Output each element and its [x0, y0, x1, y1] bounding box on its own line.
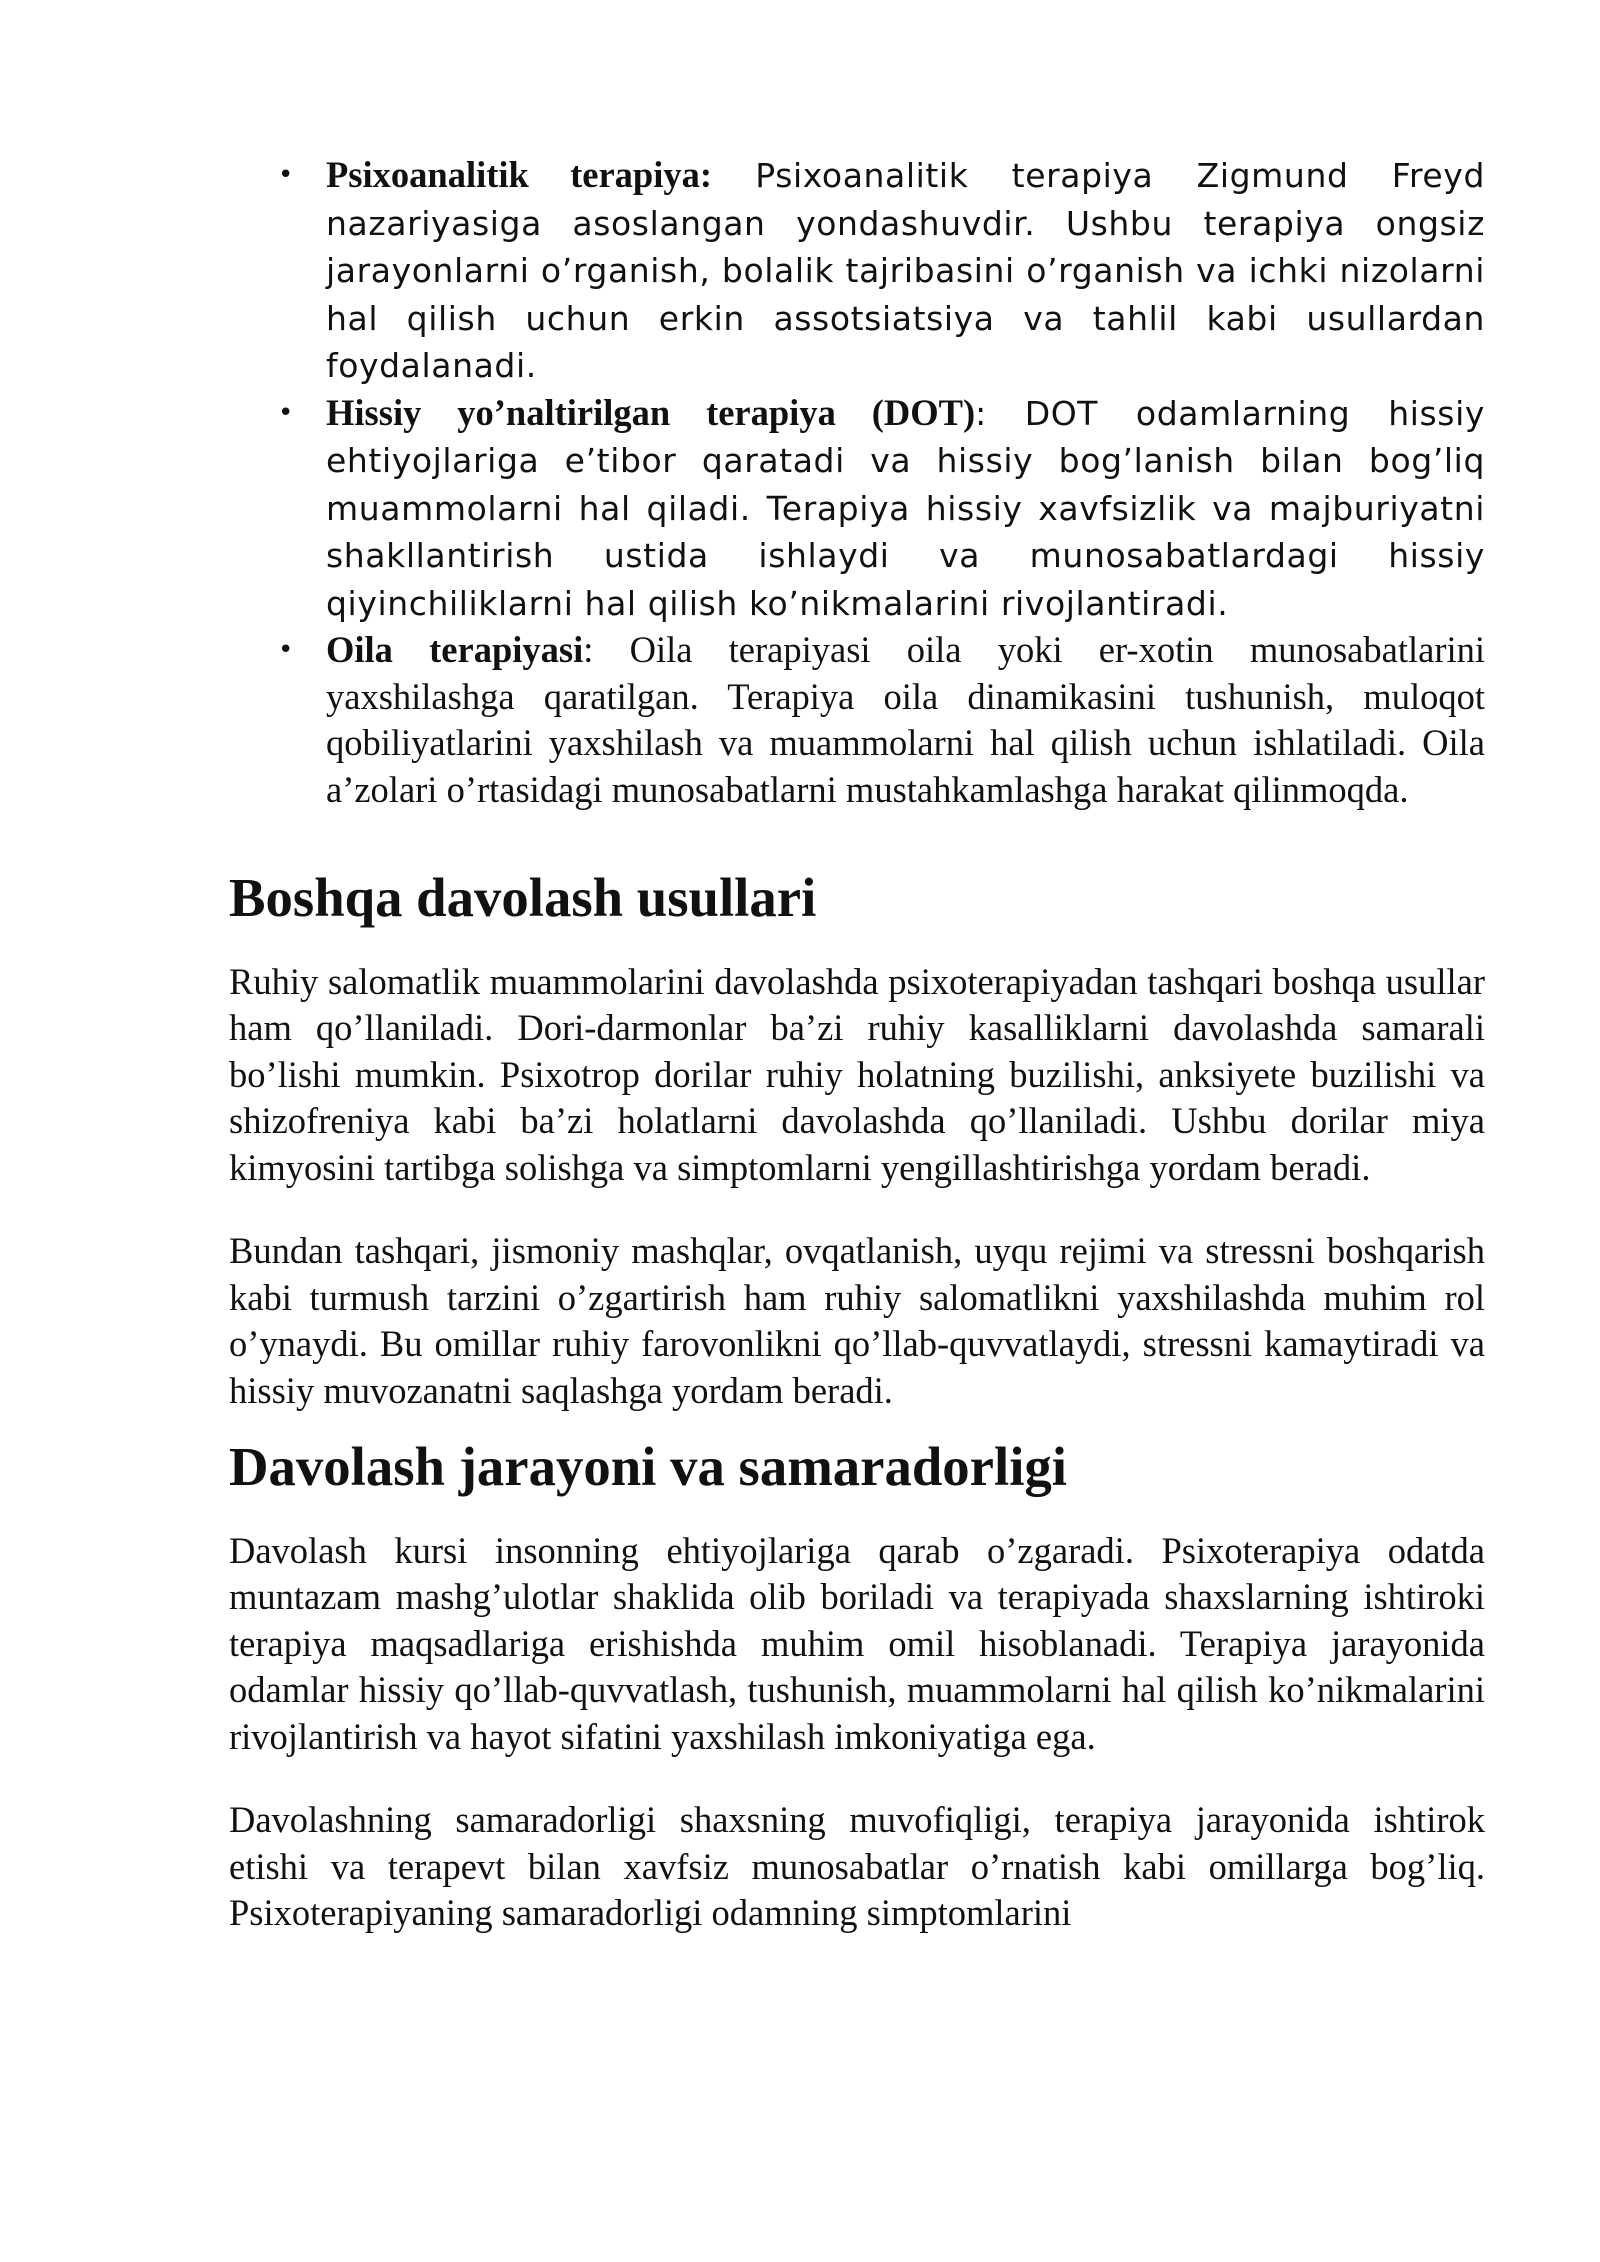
list-item-text: Oila terapiyasi oila yoki er-xotin munosabatlarini yaxshilashga qaratilgan. Terapiya oila dinamikasini tushunish, muloqot qobiliyatlarini yaxshilash va muammolarni hal qilish uchun ishlatiladi. Oila a’zolari o’rtasidagi munosabatlarni mustahkamlashga harakat qilinmoqda. — [326, 629, 1485, 810]
bullet-icon: • — [278, 160, 294, 190]
list-item-title: Hissiy yo’naltirilgan terapiya (DOT) — [326, 391, 976, 433]
therapy-list — [229, 152, 1485, 813]
bullet-icon: • — [278, 397, 294, 428]
paragraph: Davolash kursi insonning ehtiyojlariga qarab o’zgaradi. Psixoterapiya odatda muntazam mashg’ulotlar shaklida olib boriladi va terapiyada shaxslarning ishtiroki terapiya maqsadlariga erishishda muhim omil hisoblanadi. Terapiya jarayonida odamlar hissiy qo’llab-quvvatlash, tushunish, muammolarni hal qilish ko’nikmalarini rivojlantirish va hayot sifatini yaxshilash imkoniyatiga ega. — [229, 1529, 1485, 1757]
list-item-separator: : — [583, 629, 594, 670]
paragraph: Davolashning samaradorligi shaxsning muvofiqligi, terapiya jarayonida ishtirok etishi va terapevt bilan xavfsiz munosabatlar o’rnatish kabi omillarga bog’liq. Psixoterapiyaning samaradorligi odamning simptomlarini — [229, 1799, 1485, 1933]
paragraph: Bundan tashqari, jismoniy mashqlar, ovqatlanish, uyqu rejimi va stressni boshqarish kabi turmush tarzini o’zgartirish ham ruhiy salomatlikni yaxshilashda muhim rol o’ynaydi. Bu omillar ruhiy farovonlikni qo’llab-quvvatlaydi, stressni kamaytiradi va hissiy muvozanatni saqlashga yordam beradi. — [229, 1230, 1485, 1411]
document-body — [229, 152, 1485, 1937]
bullet-icon: • — [278, 635, 294, 665]
list-item-title: Psixoanalitik terapiya: — [326, 154, 713, 195]
list-item-title: Oila terapiyasi — [326, 629, 584, 670]
paragraph: Ruhiy salomatlik muammolarini davolashda psixoterapiyadan tashqari boshqa usullar ham qo’llaniladi. Dori-darmonlar ba’zi ruhiy kasalliklarni davolashda samarali bo’lishi mumkin. Psixotrop dorilar ruhiy holatning buzilishi, anksiyete buzilishi va shizofreniya kabi ba’zi holatlarni davolashda qo’llaniladi. Ushbu dorilar miya kimyosini tartibga solishga va simptomlarni yengillashtirishga yordam beradi. — [229, 960, 1485, 1188]
section-heading-other-treatments: Boshqa davolash usullari — [229, 867, 817, 928]
list-item-psychoanalytic — [229, 152, 1485, 390]
list-item-family — [229, 627, 1485, 813]
list-item-separator: : — [975, 393, 987, 433]
list-item-text: Psixoanalitik terapiya Zigmund Freyd nazariyasiga asoslangan yondashuvdir. Ushbu terapiya ongsiz jarayonlarni o’rganish, bolalik tajribasini o’rganish va ichki nizolarni hal qilish uchun erkin assotsiatsiya va tahlil kabi usullardan foydalanadi. — [326, 156, 1485, 385]
list-item-text: DOT odamlarning hissiy ehtiyojlariga e’tibor qaratadi va hissiy bog’lanish bilan bog’liq muammolarni hal qiladi. Terapiya hissiy xavfsizlik va majburiyatni shakllantirish ustida ishlaydi va munosabatlardagi hissiy qiyinchiliklarni hal qilish ko’nikmalarini rivojlantiradi. — [326, 393, 1485, 623]
section-heading-treatment-process: Davolash jarayoni va samaradorligi — [229, 1436, 1067, 1497]
list-item-emotion-focused — [229, 390, 1485, 628]
